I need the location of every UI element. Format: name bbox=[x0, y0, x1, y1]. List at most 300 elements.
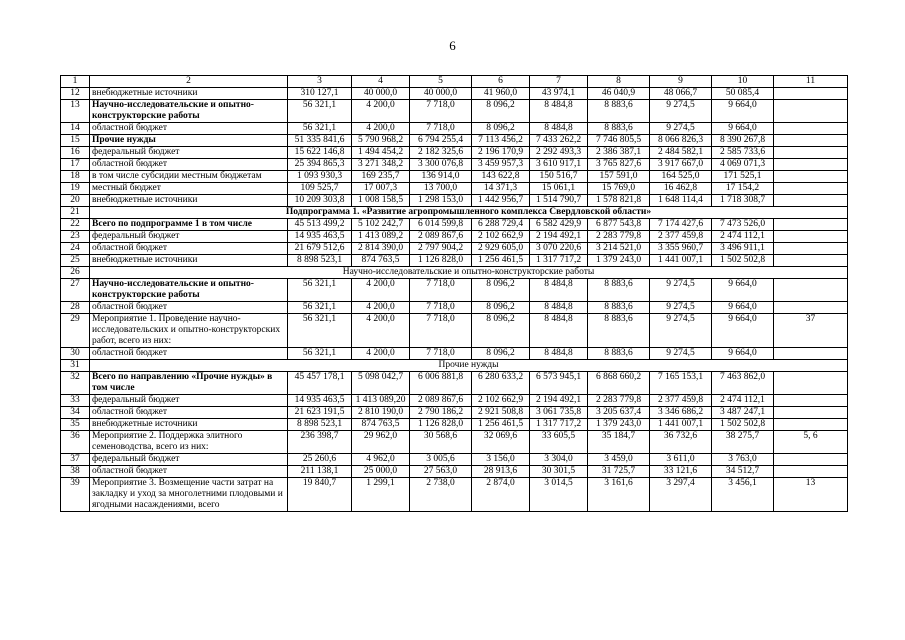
value-cell: 3 355 960,7 bbox=[650, 243, 712, 255]
table-row bbox=[61, 407, 848, 419]
note-cell bbox=[774, 147, 848, 159]
value-cell: 7 718,0 bbox=[410, 302, 472, 314]
note-cell bbox=[774, 419, 848, 431]
value-cell: 2 874,0 bbox=[472, 478, 530, 512]
value-cell: 2 790 186,2 bbox=[410, 407, 472, 419]
row-number: 17 bbox=[61, 159, 90, 171]
table-row bbox=[61, 195, 848, 207]
value-cell: 8 484,8 bbox=[530, 348, 588, 360]
note-cell bbox=[774, 395, 848, 407]
value-cell: 2 377 459,8 bbox=[650, 231, 712, 243]
value-cell: 8 096,2 bbox=[472, 279, 530, 302]
note-cell bbox=[774, 231, 848, 243]
value-cell: 7 174 427,6 bbox=[650, 219, 712, 231]
row-label: внебюджетные источники bbox=[90, 419, 288, 431]
value-cell: 3 205 637,4 bbox=[588, 407, 650, 419]
value-cell: 6 877 543,8 bbox=[588, 219, 650, 231]
value-cell: 8 066 826,3 bbox=[650, 135, 712, 147]
value-cell: 2 194 492,1 bbox=[530, 231, 588, 243]
value-cell: 4 200,0 bbox=[352, 100, 410, 123]
value-cell: 32 069,6 bbox=[472, 431, 530, 454]
value-cell: 1 578 821,8 bbox=[588, 195, 650, 207]
value-cell: 7 718,0 bbox=[410, 314, 472, 348]
value-cell: 7 718,0 bbox=[410, 348, 472, 360]
row-number: 25 bbox=[61, 255, 90, 267]
value-cell: 6 794 255,4 bbox=[410, 135, 472, 147]
row-label: внебюджетные источники bbox=[90, 88, 288, 100]
row-label: Всего по подпрограмме 1 в том числе bbox=[90, 219, 288, 231]
value-cell: 1 256 461,5 bbox=[472, 255, 530, 267]
note-cell bbox=[774, 302, 848, 314]
note-cell bbox=[774, 219, 848, 231]
value-cell: 34 512,7 bbox=[712, 466, 774, 478]
note-cell bbox=[774, 255, 848, 267]
table-row bbox=[61, 159, 848, 171]
value-cell: 9 664,0 bbox=[712, 100, 774, 123]
row-number: 28 bbox=[61, 302, 90, 314]
value-cell: 30 301,5 bbox=[530, 466, 588, 478]
value-cell: 3 297,4 bbox=[650, 478, 712, 512]
value-cell: 9 274,5 bbox=[650, 348, 712, 360]
value-cell: 874 763,5 bbox=[352, 419, 410, 431]
table-row bbox=[61, 348, 848, 360]
value-cell: 1 298 153,0 bbox=[410, 195, 472, 207]
value-cell: 8 898 523,1 bbox=[288, 419, 352, 431]
note-cell bbox=[774, 348, 848, 360]
table-row bbox=[61, 123, 848, 135]
value-cell: 2 089 867,6 bbox=[410, 395, 472, 407]
value-cell: 31 725,7 bbox=[588, 466, 650, 478]
column-header: 7 bbox=[530, 76, 588, 88]
value-cell: 56 321,1 bbox=[288, 314, 352, 348]
value-cell: 33 605,5 bbox=[530, 431, 588, 454]
value-cell: 1 514 790,7 bbox=[530, 195, 588, 207]
column-header: 3 bbox=[288, 76, 352, 88]
value-cell: 2 196 170,9 bbox=[472, 147, 530, 159]
value-cell: 8 883,6 bbox=[588, 302, 650, 314]
value-cell: 5 790 968,2 bbox=[352, 135, 410, 147]
value-cell: 14 935 463,5 bbox=[288, 395, 352, 407]
value-cell: 1 413 089,2 bbox=[352, 231, 410, 243]
value-cell: 7 473 526,0 bbox=[712, 219, 774, 231]
section-title: Научно-исследовательские и опытно-конструкторские работы bbox=[90, 267, 848, 279]
value-cell: 1 126 828,0 bbox=[410, 419, 472, 431]
value-cell: 1 502 502,8 bbox=[712, 255, 774, 267]
value-cell: 9 274,5 bbox=[650, 123, 712, 135]
value-cell: 5 102 242,7 bbox=[352, 219, 410, 231]
value-cell: 9 664,0 bbox=[712, 348, 774, 360]
value-cell: 6 280 633,2 bbox=[472, 372, 530, 395]
note-cell bbox=[774, 407, 848, 419]
value-cell: 2 738,0 bbox=[410, 478, 472, 512]
value-cell: 1 442 956,7 bbox=[472, 195, 530, 207]
value-cell: 8 484,8 bbox=[530, 123, 588, 135]
note-cell bbox=[774, 88, 848, 100]
value-cell: 48 066,7 bbox=[650, 88, 712, 100]
value-cell: 3 005,6 bbox=[410, 454, 472, 466]
row-number: 32 bbox=[61, 372, 90, 395]
value-cell: 40 000,0 bbox=[410, 88, 472, 100]
table-row bbox=[61, 231, 848, 243]
value-cell: 14 371,3 bbox=[472, 183, 530, 195]
row-label: областной бюджет bbox=[90, 123, 288, 135]
section-title: Подпрограмма 1. «Развитие агропромышленного комплекса Свердловской области» bbox=[90, 207, 848, 219]
value-cell: 157 591,0 bbox=[588, 171, 650, 183]
value-cell: 1 256 461,5 bbox=[472, 419, 530, 431]
value-cell: 1 379 243,0 bbox=[588, 419, 650, 431]
row-label: внебюджетные источники bbox=[90, 195, 288, 207]
value-cell: 56 321,1 bbox=[288, 100, 352, 123]
value-cell: 171 525,1 bbox=[712, 171, 774, 183]
table-row bbox=[61, 100, 848, 123]
value-cell: 56 321,1 bbox=[288, 279, 352, 302]
value-cell: 236 398,7 bbox=[288, 431, 352, 454]
value-cell: 9 274,5 bbox=[650, 100, 712, 123]
value-cell: 27 563,0 bbox=[410, 466, 472, 478]
row-label: Научно-исследовательские и опытно-конструкторские работы bbox=[90, 100, 288, 123]
row-number: 39 bbox=[61, 478, 90, 512]
value-cell: 36 732,6 bbox=[650, 431, 712, 454]
value-cell: 8 096,2 bbox=[472, 348, 530, 360]
column-header: 11 bbox=[774, 76, 848, 88]
note-cell bbox=[774, 466, 848, 478]
value-cell: 5 098 042,7 bbox=[352, 372, 410, 395]
value-cell: 14 935 463,5 bbox=[288, 231, 352, 243]
value-cell: 3 156,0 bbox=[472, 454, 530, 466]
page-number: 6 bbox=[449, 38, 456, 53]
value-cell: 41 960,0 bbox=[472, 88, 530, 100]
row-label: федеральный бюджет bbox=[90, 147, 288, 159]
table-row bbox=[61, 255, 848, 267]
table-row bbox=[61, 314, 848, 348]
value-cell: 9 274,5 bbox=[650, 279, 712, 302]
value-cell: 3 061 735,8 bbox=[530, 407, 588, 419]
value-cell: 4 200,0 bbox=[352, 348, 410, 360]
row-label: областной бюджет bbox=[90, 302, 288, 314]
value-cell: 8 484,8 bbox=[530, 279, 588, 302]
value-cell: 50 085,4 bbox=[712, 88, 774, 100]
note-cell bbox=[774, 100, 848, 123]
row-label: областной бюджет bbox=[90, 466, 288, 478]
table-row bbox=[61, 219, 848, 231]
value-cell: 1 317 717,2 bbox=[530, 419, 588, 431]
column-header: 10 bbox=[712, 76, 774, 88]
value-cell: 45 457 178,1 bbox=[288, 372, 352, 395]
value-cell: 8 883,6 bbox=[588, 348, 650, 360]
row-label: федеральный бюджет bbox=[90, 395, 288, 407]
value-cell: 2 386 387,1 bbox=[588, 147, 650, 159]
value-cell: 164 525,0 bbox=[650, 171, 712, 183]
value-cell: 6 006 881,8 bbox=[410, 372, 472, 395]
value-cell: 109 525,7 bbox=[288, 183, 352, 195]
table-row bbox=[61, 243, 848, 255]
row-number: 24 bbox=[61, 243, 90, 255]
row-number: 14 bbox=[61, 123, 90, 135]
note-cell bbox=[774, 135, 848, 147]
row-label: областной бюджет bbox=[90, 348, 288, 360]
value-cell: 3 456,1 bbox=[712, 478, 774, 512]
note-cell bbox=[774, 243, 848, 255]
row-number: 23 bbox=[61, 231, 90, 243]
row-number: 16 bbox=[61, 147, 90, 159]
note-cell bbox=[774, 159, 848, 171]
value-cell: 8 883,6 bbox=[588, 123, 650, 135]
value-cell: 25 260,6 bbox=[288, 454, 352, 466]
value-cell: 2 921 508,8 bbox=[472, 407, 530, 419]
row-label: областной бюджет bbox=[90, 159, 288, 171]
value-cell: 169 235,7 bbox=[352, 171, 410, 183]
value-cell: 15 622 146,8 bbox=[288, 147, 352, 159]
value-cell: 4 069 071,3 bbox=[712, 159, 774, 171]
value-cell: 3 304,0 bbox=[530, 454, 588, 466]
row-number: 38 bbox=[61, 466, 90, 478]
value-cell: 8 883,6 bbox=[588, 100, 650, 123]
value-cell: 13 700,0 bbox=[410, 183, 472, 195]
value-cell: 7 165 153,1 bbox=[650, 372, 712, 395]
value-cell: 2 474 112,1 bbox=[712, 395, 774, 407]
value-cell: 7 113 456,2 bbox=[472, 135, 530, 147]
row-label: Мероприятие 3. Возмещение части затрат на закладку и уход за многолетними плодовыми и ягодными насаждениями, всего bbox=[90, 478, 288, 512]
value-cell: 1 494 454,2 bbox=[352, 147, 410, 159]
table-row bbox=[61, 478, 848, 512]
value-cell: 2 089 867,6 bbox=[410, 231, 472, 243]
table-row bbox=[61, 88, 848, 100]
row-number: 13 bbox=[61, 100, 90, 123]
value-cell: 25 000,0 bbox=[352, 466, 410, 478]
value-cell: 3 487 247,1 bbox=[712, 407, 774, 419]
value-cell: 1 441 007,1 bbox=[650, 419, 712, 431]
column-header: 4 bbox=[352, 76, 410, 88]
value-cell: 2 929 605,0 bbox=[472, 243, 530, 255]
value-cell: 35 184,7 bbox=[588, 431, 650, 454]
row-label: Мероприятие 1. Проведение научно-исследовательских и опытно-конструкторских работ, всего из них: bbox=[90, 314, 288, 348]
value-cell: 6 868 660,2 bbox=[588, 372, 650, 395]
value-cell: 9 274,5 bbox=[650, 314, 712, 348]
value-cell: 2 194 492,1 bbox=[530, 395, 588, 407]
value-cell: 310 127,1 bbox=[288, 88, 352, 100]
value-cell: 2 797 904,2 bbox=[410, 243, 472, 255]
value-cell: 33 121,6 bbox=[650, 466, 712, 478]
value-cell: 29 962,0 bbox=[352, 431, 410, 454]
value-cell: 211 138,1 bbox=[288, 466, 352, 478]
row-label: Научно-исследовательские и опытно-конструкторские работы bbox=[90, 279, 288, 302]
value-cell: 30 568,6 bbox=[410, 431, 472, 454]
value-cell: 3 459,0 bbox=[588, 454, 650, 466]
value-cell: 45 513 499,2 bbox=[288, 219, 352, 231]
value-cell: 8 484,8 bbox=[530, 100, 588, 123]
row-number: 34 bbox=[61, 407, 90, 419]
row-number: 29 bbox=[61, 314, 90, 348]
table-row bbox=[61, 171, 848, 183]
section-title: Прочие нужды bbox=[90, 360, 848, 372]
value-cell: 8 883,6 bbox=[588, 314, 650, 348]
value-cell: 7 718,0 bbox=[410, 100, 472, 123]
value-cell: 1 299,1 bbox=[352, 478, 410, 512]
value-cell: 3 346 686,2 bbox=[650, 407, 712, 419]
value-cell: 1 413 089,20 bbox=[352, 395, 410, 407]
value-cell: 3 300 076,8 bbox=[410, 159, 472, 171]
note-cell bbox=[774, 195, 848, 207]
table-row bbox=[61, 279, 848, 302]
value-cell: 19 840,7 bbox=[288, 478, 352, 512]
row-label: федеральный бюджет bbox=[90, 231, 288, 243]
value-cell: 3 070 220,6 bbox=[530, 243, 588, 255]
column-header: 2 bbox=[90, 76, 288, 88]
table-row bbox=[61, 395, 848, 407]
value-cell: 3 917 667,0 bbox=[650, 159, 712, 171]
row-label: федеральный бюджет bbox=[90, 454, 288, 466]
value-cell: 1 317 717,2 bbox=[530, 255, 588, 267]
value-cell: 4 200,0 bbox=[352, 123, 410, 135]
value-cell: 3 161,6 bbox=[588, 478, 650, 512]
value-cell: 2 474 112,1 bbox=[712, 231, 774, 243]
value-cell: 6 288 729,4 bbox=[472, 219, 530, 231]
value-cell: 7 718,0 bbox=[410, 279, 472, 302]
budget-table bbox=[60, 75, 848, 512]
value-cell: 8 484,8 bbox=[530, 314, 588, 348]
table-header-row bbox=[61, 76, 848, 88]
value-cell: 3 214 521,0 bbox=[588, 243, 650, 255]
value-cell: 1 379 243,0 bbox=[588, 255, 650, 267]
row-label: Прочие нужды bbox=[90, 135, 288, 147]
value-cell: 46 040,9 bbox=[588, 88, 650, 100]
value-cell: 2 814 390,0 bbox=[352, 243, 410, 255]
row-number: 12 bbox=[61, 88, 90, 100]
column-header: 9 bbox=[650, 76, 712, 88]
section-row bbox=[61, 207, 848, 219]
table-row bbox=[61, 302, 848, 314]
table-body bbox=[61, 76, 848, 512]
value-cell: 4 200,0 bbox=[352, 302, 410, 314]
note-cell bbox=[774, 372, 848, 395]
value-cell: 3 763,0 bbox=[712, 454, 774, 466]
value-cell: 1 648 114,4 bbox=[650, 195, 712, 207]
note-cell bbox=[774, 454, 848, 466]
value-cell: 8 390 267,8 bbox=[712, 135, 774, 147]
value-cell: 3 271 348,2 bbox=[352, 159, 410, 171]
value-cell: 143 622,8 bbox=[472, 171, 530, 183]
value-cell: 2 292 493,3 bbox=[530, 147, 588, 159]
value-cell: 43 974,1 bbox=[530, 88, 588, 100]
row-label: областной бюджет bbox=[90, 407, 288, 419]
value-cell: 3 014,5 bbox=[530, 478, 588, 512]
column-header: 1 bbox=[61, 76, 90, 88]
value-cell: 4 962,0 bbox=[352, 454, 410, 466]
value-cell: 2 102 662,9 bbox=[472, 395, 530, 407]
value-cell: 8 096,2 bbox=[472, 314, 530, 348]
value-cell: 2 377 459,8 bbox=[650, 395, 712, 407]
value-cell: 4 200,0 bbox=[352, 314, 410, 348]
value-cell: 17 154,2 bbox=[712, 183, 774, 195]
note-cell: 37 bbox=[774, 314, 848, 348]
value-cell: 1 718 308,7 bbox=[712, 195, 774, 207]
table-row bbox=[61, 431, 848, 454]
value-cell: 56 321,1 bbox=[288, 123, 352, 135]
value-cell: 6 014 599,8 bbox=[410, 219, 472, 231]
row-number: 36 bbox=[61, 431, 90, 454]
value-cell: 40 000,0 bbox=[352, 88, 410, 100]
table-row bbox=[61, 372, 848, 395]
row-number: 30 bbox=[61, 348, 90, 360]
value-cell: 7 746 805,5 bbox=[588, 135, 650, 147]
value-cell: 1 093 930,3 bbox=[288, 171, 352, 183]
row-number: 19 bbox=[61, 183, 90, 195]
column-header: 6 bbox=[472, 76, 530, 88]
value-cell: 2 102 662,9 bbox=[472, 231, 530, 243]
value-cell: 21 623 191,5 bbox=[288, 407, 352, 419]
note-cell: 5, 6 bbox=[774, 431, 848, 454]
table-row bbox=[61, 147, 848, 159]
note-cell bbox=[774, 123, 848, 135]
value-cell: 136 914,0 bbox=[410, 171, 472, 183]
row-number: 35 bbox=[61, 419, 90, 431]
value-cell: 38 275,7 bbox=[712, 431, 774, 454]
section-row bbox=[61, 267, 848, 279]
value-cell: 1 441 007,1 bbox=[650, 255, 712, 267]
table-row bbox=[61, 454, 848, 466]
row-label: внебюджетные источники bbox=[90, 255, 288, 267]
value-cell: 3 765 827,6 bbox=[588, 159, 650, 171]
table-row bbox=[61, 183, 848, 195]
value-cell: 8 096,2 bbox=[472, 100, 530, 123]
value-cell: 16 462,8 bbox=[650, 183, 712, 195]
value-cell: 51 335 841,6 bbox=[288, 135, 352, 147]
note-cell: 13 bbox=[774, 478, 848, 512]
note-cell bbox=[774, 183, 848, 195]
value-cell: 2 484 582,1 bbox=[650, 147, 712, 159]
value-cell: 9 664,0 bbox=[712, 302, 774, 314]
row-number: 33 bbox=[61, 395, 90, 407]
value-cell: 6 573 945,1 bbox=[530, 372, 588, 395]
value-cell: 7 463 862,0 bbox=[712, 372, 774, 395]
value-cell: 8 096,2 bbox=[472, 302, 530, 314]
value-cell: 17 007,3 bbox=[352, 183, 410, 195]
value-cell: 2 283 779,8 bbox=[588, 231, 650, 243]
value-cell: 2 283 779,8 bbox=[588, 395, 650, 407]
value-cell: 56 321,1 bbox=[288, 302, 352, 314]
row-number: 26 bbox=[61, 267, 90, 279]
value-cell: 2 585 733,6 bbox=[712, 147, 774, 159]
value-cell: 3 610 917,1 bbox=[530, 159, 588, 171]
value-cell: 8 096,2 bbox=[472, 123, 530, 135]
column-header: 8 bbox=[588, 76, 650, 88]
note-cell bbox=[774, 171, 848, 183]
value-cell: 9 664,0 bbox=[712, 279, 774, 302]
value-cell: 1 502 502,8 bbox=[712, 419, 774, 431]
row-number: 37 bbox=[61, 454, 90, 466]
value-cell: 7 718,0 bbox=[410, 123, 472, 135]
column-header: 5 bbox=[410, 76, 472, 88]
section-row bbox=[61, 360, 848, 372]
value-cell: 25 394 865,3 bbox=[288, 159, 352, 171]
value-cell: 21 679 512,6 bbox=[288, 243, 352, 255]
value-cell: 150 516,7 bbox=[530, 171, 588, 183]
row-number: 21 bbox=[61, 207, 90, 219]
value-cell: 56 321,1 bbox=[288, 348, 352, 360]
value-cell: 9 274,5 bbox=[650, 302, 712, 314]
value-cell: 10 209 303,8 bbox=[288, 195, 352, 207]
value-cell: 7 433 262,2 bbox=[530, 135, 588, 147]
row-label: в том числе субсидии местным бюджетам bbox=[90, 171, 288, 183]
value-cell: 3 459 957,3 bbox=[472, 159, 530, 171]
value-cell: 9 664,0 bbox=[712, 123, 774, 135]
row-number: 27 bbox=[61, 279, 90, 302]
row-label: Мероприятие 2. Поддержка элитного семеноводства, всего из них: bbox=[90, 431, 288, 454]
row-number: 31 bbox=[61, 360, 90, 372]
value-cell: 1 008 158,5 bbox=[352, 195, 410, 207]
value-cell: 4 200,0 bbox=[352, 279, 410, 302]
value-cell: 8 883,6 bbox=[588, 279, 650, 302]
